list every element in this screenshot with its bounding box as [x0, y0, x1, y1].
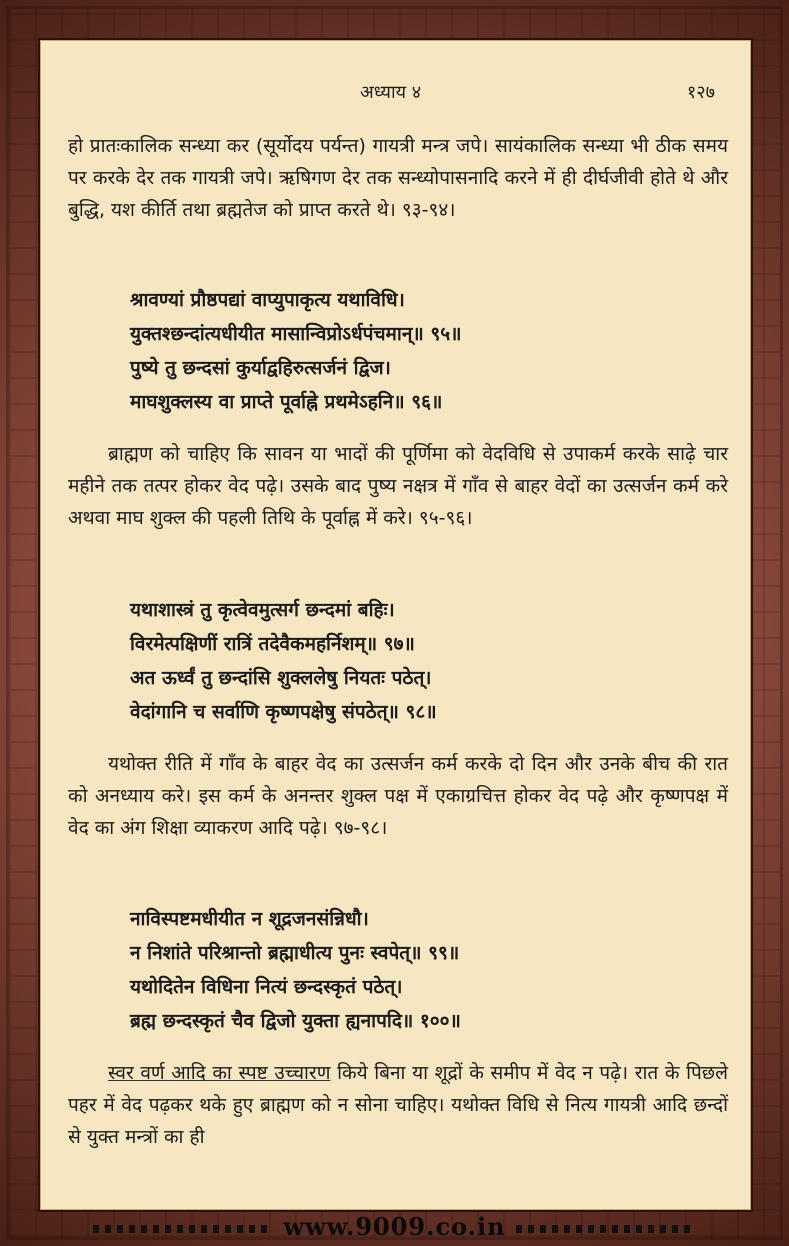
footer-ornament-left: [93, 1225, 273, 1233]
verse-line: यथोदितेन विधिना नित्यं छन्दस्कृतं पठेत्।: [130, 976, 403, 998]
paragraph-text: यथोक्त रीति में गाँव के बाहर वेद का उत्सर्जन कर्म करके दो दिन और उनके बीच की रात को अनध्याय करे। इस कर्म के अनन्तर शुक्ल पक्ष में एकाग्रचित्त होकर वेद पढ़े और कृष्णपक्ष में वेद का अंग शिक्षा व्याकरण आदि पढ़े। ९७-९८।: [68, 753, 728, 839]
paragraph-text: [68, 1057, 728, 1153]
verse-line: यथाशास्त्रं तु कृत्वेवमुत्सर्ग छन्दमां बहिः।: [130, 599, 395, 621]
page: [38, 38, 753, 1212]
paragraph-2: [68, 438, 728, 534]
verse-line: ब्रह्म छन्दस्कृतं चैव द्विजो युक्ता ह्यनापदि॥ १००॥: [130, 1010, 461, 1032]
paragraph-4: [68, 1057, 728, 1153]
paragraph-text: ब्राह्मण को चाहिए कि सावन या भादों की पूर्णिमा को वेदविधि से उपाकर्म करके साढ़े चार महीने तक तत्पर होकर वेद पढ़े। उसके बाद पुष्य नक्षत्र में गाँव से बाहर वेदों का उत्सर्जन कर्म करे अथवा माघ शुक्ल की पहली तिथि के पूर्वाह्न में करे। ९५-९६।: [68, 443, 728, 529]
footer: [0, 1212, 789, 1242]
footer-url[interactable]: www.9009.co.in: [283, 1212, 506, 1241]
paragraph-1: [68, 130, 728, 226]
verse-line: माघशुक्लस्य वा प्राप्ते पूर्वाह्ने प्रथमेऽहनि॥ ९६॥: [130, 391, 443, 413]
verse-block-95-96: [130, 283, 710, 419]
verse-line: न निशांते परिश्रान्तो ब्रह्माधीत्य पुनः स्वपेत्॥ ९९॥: [130, 942, 460, 964]
verse-line: नाविस्पष्टमधीयीत न शूद्रजनसंन्निधौ।: [130, 908, 369, 930]
underlined-text: स्वर वर्ण आदि का स्पष्ट उच्चारण: [108, 1062, 331, 1084]
verse-line: युक्तश्छन्दांत्यधीयीत मासान्विप्रोऽर्धपंचमान्॥ ९५॥: [130, 323, 462, 345]
verse-block-99-100: [130, 902, 710, 1038]
paragraph-text: हो प्रातःकालिक सन्ध्या कर (सूर्योदय पर्यन्त) गायत्री मन्त्र जपे। सायंकालिक सन्ध्या भी ठीक समय पर करके देर तक गायत्री जपे। ऋषिगण देर तक सन्ध्योपासनादि करने में ही दीर्घजीवी होते थे और बुद्धि, यश कीर्ति तथा ब्रह्मतेज को प्राप्त करते थे। ९३-९४।: [68, 135, 728, 221]
paragraph-continuation: किये बिना या शूद्रों के समीप में वेद न पढ़े। रात के पिछले पहर में वेद पढ़कर थके हुए ब्राह्मण को न सोना चाहिए। यथोक्त विधि से नित्य गायत्री आदि छन्दों से युक्त मन्त्रों का ही: [68, 1062, 729, 1148]
verse-line: अत ऊर्ध्वं तु छन्दांसि शुक्ललेषु नियतः पठेत्।: [130, 667, 432, 689]
chapter-heading: अध्याय ४: [360, 82, 422, 103]
paragraph-3: [68, 748, 728, 844]
footer-ornament-right: [516, 1225, 696, 1233]
verse-line: श्रावण्यां प्रौष्ठपद्यां वाप्युपाकृत्य यथाविधि।: [130, 289, 405, 311]
verse-line: वेदांगानि च सर्वाणि कृष्णपक्षेषु संपठेत्॥ ९८॥: [130, 701, 437, 723]
verse-block-97-98: [130, 593, 710, 729]
page-number: १२७: [686, 82, 715, 103]
verse-line: विरमेत्पक्षिणीं रात्रिं तदेवैकमहर्निशम्॥ ९७॥: [130, 633, 415, 655]
verse-line: पुष्ये तु छन्दसां कुर्याद्वहिरुत्सर्जनं द्विज।: [130, 357, 391, 379]
